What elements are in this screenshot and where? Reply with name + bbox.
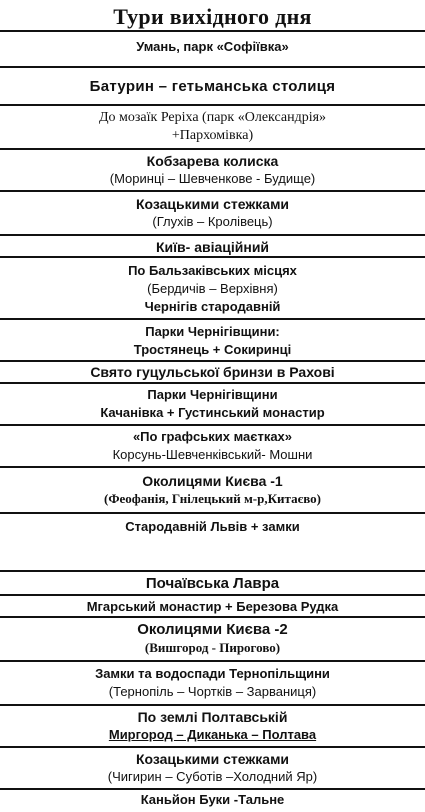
tour-name: Чернігів стародавній xyxy=(144,299,281,314)
tours-table xyxy=(0,30,425,812)
tour-row xyxy=(0,236,425,258)
tour-name: Умань, парк «Софіївка» xyxy=(136,39,289,54)
tour-name: Околицями Києва -2 xyxy=(137,621,288,638)
tour-detail: (Чигирин – Суботів –Холодний Яр) xyxy=(107,769,318,784)
tour-name: Кобзарева колиска xyxy=(146,153,279,169)
tour-row xyxy=(0,468,425,514)
tour-detail: +Пархомівка) xyxy=(171,128,254,143)
tour-name: Каньйон Буки -Тальне xyxy=(140,792,285,807)
tour-name: Стародавній Львів + замки xyxy=(125,519,300,534)
tour-row xyxy=(0,748,425,790)
tour-detail: (Глухів – Кролівець) xyxy=(152,214,273,229)
tour-row xyxy=(0,572,425,596)
tour-row xyxy=(0,790,425,812)
tour-name: Парки Чернігівщини: xyxy=(145,324,280,339)
tour-name: Козацькими стежками xyxy=(135,751,290,767)
tour-row xyxy=(0,596,425,618)
tour-row xyxy=(0,514,425,572)
tour-row xyxy=(0,150,425,192)
tour-detail: Тростянець + Сокиринці xyxy=(133,342,292,357)
tour-name: Почаївська Лавра xyxy=(145,575,280,592)
tour-name: По землі Полтавській xyxy=(137,709,288,725)
tour-row xyxy=(0,384,425,426)
tour-detail: (Вишгород - Пирогово) xyxy=(144,640,281,655)
tour-row xyxy=(0,258,425,320)
tour-name: Свято гуцульської бринзи в Рахові xyxy=(90,364,335,380)
tour-row xyxy=(0,662,425,706)
tour-name: По Бальзаківських місцях xyxy=(128,263,297,278)
tour-name: Мгарський монастир + Березова Рудка xyxy=(86,599,339,614)
tour-name: Парки Чернігівщини xyxy=(147,387,278,402)
tour-row xyxy=(0,192,425,236)
tour-detail: (Бердичів – Верхівня) xyxy=(147,281,278,296)
tour-row xyxy=(0,618,425,662)
tour-detail: Качанівка + Густинський монастир xyxy=(100,405,325,420)
tour-row xyxy=(0,320,425,362)
tour-detail: Корсунь-Шевченківський- Мошни xyxy=(112,447,313,462)
tour-name: Околицями Києва -1 xyxy=(142,473,283,489)
tour-row xyxy=(0,362,425,384)
tour-name: До мозаїк Реріха (парк «Олександрія» xyxy=(98,110,327,125)
tour-detail: (Тернопіль – Чортків – Зарваниця) xyxy=(108,684,317,699)
tour-detail: (Феофанія, Гнілецький м-р,Китаєво) xyxy=(104,491,321,506)
tour-row xyxy=(0,426,425,468)
tour-detail: (Моринці – Шевченкове - Будище) xyxy=(109,171,316,186)
tour-row xyxy=(0,68,425,106)
tour-detail: Миргород – Диканька – Полтава xyxy=(108,727,317,742)
tour-name: «По графських маєтках» xyxy=(132,429,293,444)
tour-name: Батурин – гетьманська столиця xyxy=(89,78,336,95)
tour-name: Київ- авіаційний xyxy=(155,239,270,255)
tour-name: Козацькими стежками xyxy=(135,196,290,212)
tour-row xyxy=(0,706,425,748)
page-title: Тури вихідного дня xyxy=(113,4,312,29)
tour-row xyxy=(0,106,425,150)
tour-name: Замки та водоспади Тернопільщини xyxy=(95,666,330,681)
tour-row xyxy=(0,32,425,68)
